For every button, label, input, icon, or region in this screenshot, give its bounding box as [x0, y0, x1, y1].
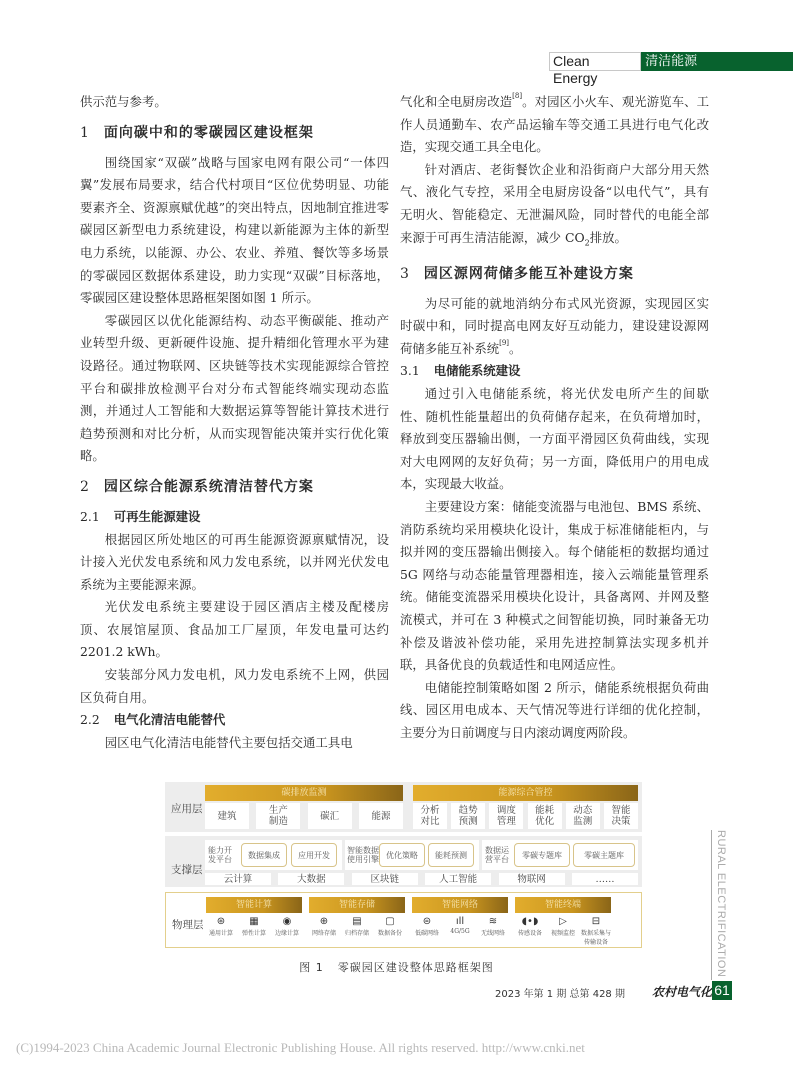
paragraph: 主要建设方案：储能变流器与电池包、BMS 系统、消防系统均采用模块化设计，集成于标准储能柜内，与拟并网的变压器输出侧接入。每个储能柜的数据均通过 5G 网络与动态能量管理器相连，接入云端能量管理系统。储能变流器采用模块化设计，具备离网、并网及整流模式，并可在 3 种模式之间智能切换，同时兼备无功补偿及谐波补偿功能，采用先进控制算法实现多机并联，具备优良的负载适性和电网适应性。 — [400, 498, 709, 673]
group-header: 碳排放监测 — [205, 785, 403, 801]
device-item — [340, 916, 374, 937]
app-item: 智能 决策 — [604, 803, 638, 829]
paragraph: 针对酒店、老街餐饮企业和沿街商户大部分用天然气、液化气专控，采用全电厨房设备“以电代气”，具有无明火、智能稳定、无泄漏风险，同时替代的电能全部来源于可再生清洁能源，减少 $CO_2$排放。 — [400, 161, 709, 248]
tech-base-item: …… — [572, 873, 638, 885]
device-item — [373, 916, 407, 937]
server-icon: ▦ — [249, 916, 259, 927]
subsection-heading-2-2: 2.2 电气化清洁电能替代 — [80, 712, 226, 728]
paragraph: 园区电气化清洁电能替代主要包括交通工具电 — [104, 734, 353, 750]
device-label: 数据备份 — [377, 930, 402, 937]
group-header: 能源综合管控 — [413, 785, 638, 801]
platform-label: 能力开 发平台 — [208, 846, 232, 864]
paragraph: 安装部分风力发电机，风力发电系统不上网，供园区负荷自用。 — [80, 667, 389, 705]
section-heading-1: 1 面向碳中和的零碳园区建设框架 — [80, 124, 314, 141]
right-column — [400, 91, 709, 745]
paragraph: 根据园区所处地区的可再生能源资源禀赋情况，设计接入光伏发电系统和风力发电系统，以并网光伏发电系统为主要能源来源。 — [80, 531, 389, 592]
app-item: 能源 — [359, 803, 403, 829]
tech-base-item: 大数据 — [278, 873, 344, 885]
data-terminal-icon: ⊟ — [591, 916, 601, 927]
paragraph: 为尽可能的就地消纳分布式风光资源，实现园区实时碳中和，同时提高电网友好互动能力，建设建设源网荷储多能互补系统[9]。 — [400, 295, 709, 356]
layer-label: 支撑层 — [171, 864, 203, 876]
device-label: 网络存储 — [311, 930, 336, 937]
section-heading-2: 2 园区综合能源系统清洁替代方案 — [80, 478, 314, 495]
backup-icon: ▢ — [385, 916, 395, 927]
paragraph: 光伏发电系统主要建设于园区酒店主楼及配楼房顶、农展馆屋顶、食品加工厂屋顶，年发电量可达约 2201.2 kWh。 — [80, 599, 389, 660]
signal-icon: ıll — [455, 916, 465, 927]
app-item: 趋势 预测 — [451, 803, 485, 829]
app-item: 调度 管理 — [489, 803, 523, 829]
tech-base-item: 区块链 — [352, 873, 418, 885]
paragraph: 供示范与参考。 — [80, 94, 167, 109]
group-header: 智能存储 — [309, 897, 405, 913]
device-item — [270, 916, 304, 937]
journal-logo: 农村电气化 — [652, 985, 713, 999]
running-header — [549, 52, 793, 86]
device-label: 通用计算 — [208, 930, 233, 937]
device-item — [410, 916, 444, 937]
device-label: 无线网络 — [480, 930, 505, 937]
network-storage-icon: ⊕ — [319, 916, 329, 927]
platform-label: 智能数据 使用引擎 — [347, 846, 379, 864]
issue-info: 2023 年第 1 期 总第 428 期 — [495, 989, 625, 1000]
device-label: 归档存储 — [344, 930, 369, 937]
module-box: 零碳专题库 — [514, 843, 570, 867]
device-label: 弹性计算 — [241, 930, 266, 937]
group-header: 智能网络 — [412, 897, 508, 913]
chip-icon: ◉ — [282, 916, 292, 927]
subsection-heading-2-1: 2.1 可再生能源建设 — [80, 508, 201, 524]
application-layer — [165, 782, 642, 832]
page-number: 61 — [712, 981, 732, 1000]
device-label: 边缘计算 — [274, 930, 299, 937]
device-label: 传感设备 — [517, 930, 542, 937]
module-box: 应用开发 — [291, 843, 337, 867]
device-label: 视频监控 — [550, 930, 575, 937]
module-box: 优化策略 — [379, 843, 425, 867]
module-box: 零碳主题库 — [573, 843, 635, 867]
side-journal-name: RURAL ELECTRIFICATION — [711, 830, 726, 980]
support-layer — [165, 836, 642, 887]
sensor-icon: ◖•◗ — [521, 916, 539, 927]
header-chinese: 清洁能源 — [641, 52, 793, 71]
app-item: 动态 监测 — [566, 803, 600, 829]
copyright-notice: (C)1994-2023 China Academic Journal Electronic Publishing House. All rights reserved. http://www.cnki.net — [16, 1040, 585, 1055]
paragraph: 围绕国家“双碳”战略与国家电网有限公司“一体四翼”发展布局要求，结合代村项目“区位优势明显、功能要素齐全、资源禀赋优越”的突出特点，因地制宜推进零碳园区新型电力系统建设，构建以新能源为主体的新型电力系统，以能源、办公、农业、养殖、餐饮等多场景的零碳园区数据体系建设，助力实现“双碳”目标落地，零碳园区建设整体思路框架图如图 1 所示。 — [80, 154, 389, 306]
citation[interactable]: [8] — [512, 92, 523, 100]
device-item — [237, 916, 271, 937]
app-item: 分析 对比 — [413, 803, 447, 829]
device-item — [513, 916, 547, 937]
group-header: 智能终端 — [515, 897, 611, 913]
figure-caption: 图 1 零碳园区建设整体思路框架图 — [299, 961, 494, 974]
globe-icon: ⊜ — [422, 916, 432, 927]
device-label: 4G/5G — [450, 928, 470, 935]
device-item — [204, 916, 238, 937]
app-item: 建筑 — [205, 803, 249, 829]
platform-label: 数据运 营平台 — [485, 846, 509, 864]
archive-icon: ▤ — [352, 916, 362, 927]
cpu-icon: ⊛ — [216, 916, 226, 927]
paragraph: 电储能控制策略如图 2 所示，储能系统根据负荷曲线、园区用电成本、天气情况等进行详细的优化控制，主要分为日前调度与日内滚动调度两阶段。 — [400, 679, 709, 740]
tech-base-item: 物联网 — [499, 873, 565, 885]
header-english: Clean Energy — [549, 52, 641, 71]
device-item — [307, 916, 341, 937]
layer-label: 物理层 — [172, 919, 204, 931]
device-label: 低碳网络 — [414, 930, 439, 937]
physical-layer — [165, 892, 642, 948]
module-box: 数据集成 — [241, 843, 287, 867]
device-item — [443, 916, 477, 935]
module-box: 能耗预测 — [428, 843, 474, 867]
tech-base-item: 云计算 — [205, 873, 271, 885]
app-item: 碳汇 — [308, 803, 352, 829]
citation[interactable]: [9] — [499, 338, 510, 347]
paragraph: 零碳园区以优化能源结构、动态平衡碳能、推动产业转型升级、更新硬件设施、提升精细化管理水平为建设路径。通过物联网、区块链等技术实现能源综合管控平台和碳排放检测平台对分布式智能终端实现动态监测，并通过人工智能和大数据运算等智能计算技术进行趋势预测和对比分析，从而实现智能决策并实行优化策略。 — [80, 312, 389, 464]
tech-base-item: 人工智能 — [425, 873, 491, 885]
subsection-heading-3-1: 3.1 电储能系统建设 — [400, 363, 521, 379]
app-item: 生产 制造 — [256, 803, 300, 829]
device-item — [546, 916, 580, 937]
video-icon: ▷ — [559, 916, 567, 927]
device-item — [579, 916, 613, 946]
device-label: 数据采集与 传输设备 — [580, 930, 611, 946]
layer-label: 应用层 — [171, 803, 203, 815]
app-item: 能耗 优化 — [528, 803, 562, 829]
left-column — [80, 91, 389, 754]
wifi-icon: ≋ — [488, 916, 498, 927]
figure-1-framework — [165, 782, 642, 950]
paragraph: 通过引入电储能系统，将光伏发电所产生的间歇性、随机性能量超出的负荷储存起来，在负荷增加时，释放到变压器输出侧，一方面平滑园区负荷曲线，实现对大电网网的友好负荷；另一方面，降低用户的用电成本，实现最大收益。 — [400, 386, 709, 492]
device-item — [476, 916, 510, 937]
paragraph: 气化和全电厨房改造[8]。对园区小火车、观光游览车、工作人员通勤车、农产品运输车等交通工具进行电气化改造，实现交通工具全电化。 — [400, 92, 710, 155]
section-heading-3: 3 园区源网荷储多能互补建设方案 — [400, 265, 634, 282]
group-header: 智能计算 — [206, 897, 302, 913]
